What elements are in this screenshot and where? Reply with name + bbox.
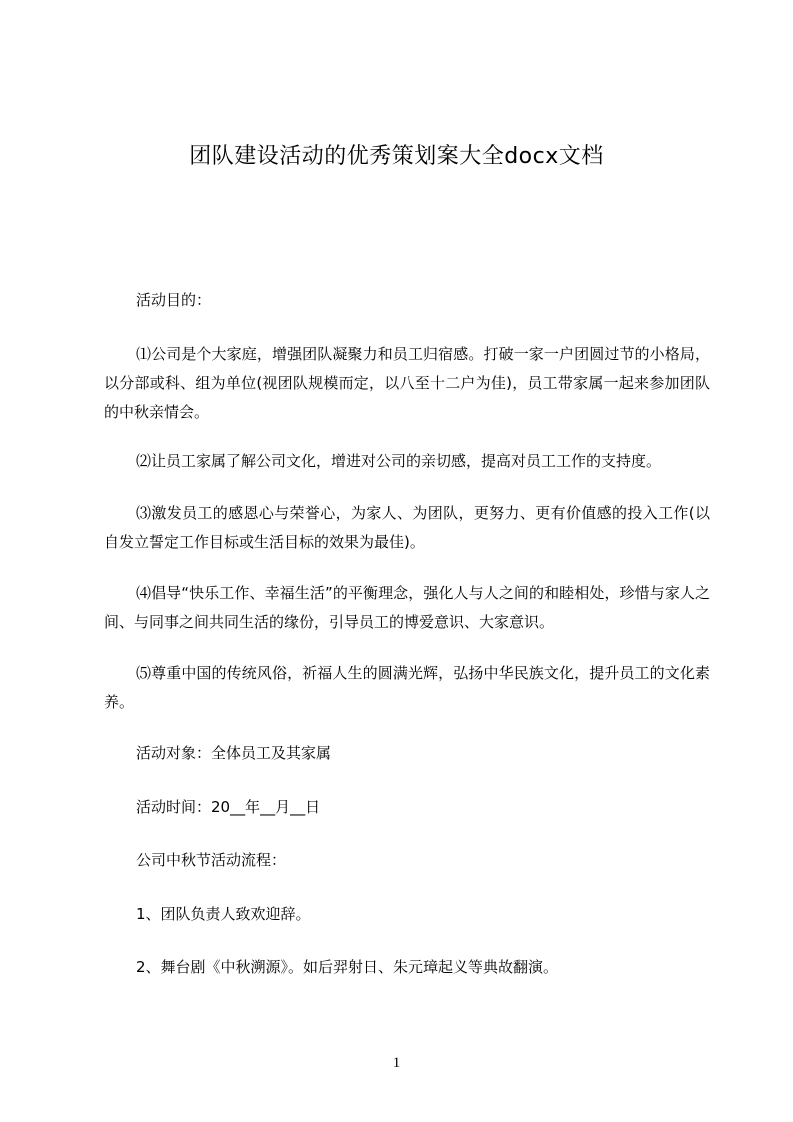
document-title: 团队建设活动的优秀策划案大全docx文档 <box>189 144 604 169</box>
paragraph-flow-step-2: 2、舞台剧《中秋溯源》。如后羿射日、朱元璋起义等典故翻演。 <box>136 958 559 976</box>
paragraph-flow-step-1: 1、团队负责人致欢迎辞。 <box>136 905 311 923</box>
paragraph-purpose-2: ⑵让员工家属了解公司文化，增进对公司的亲切感，提高对员工工作的支持度。 <box>136 452 662 470</box>
paragraph-audience: 活动对象：全体员工及其家属 <box>136 744 332 762</box>
paragraph-purpose-1: ⑴公司是个大家庭，增强团队凝聚力和员工归宿感。打破一家一户团圆过节的小格局，以分部或科、组为单位(视团队规模而定，以八至十二户为佳)，员工带家属一起来参加团队的中秋亲情会。 <box>104 345 710 421</box>
paragraph-flow-heading: 公司中秋节活动流程： <box>136 851 287 869</box>
paragraph-purpose-heading: 活动目的： <box>136 291 212 309</box>
paragraph-purpose-4: ⑷倡导“快乐工作、幸福生活”的平衡理念，强化人与人之间的和睦相处，珍惜与家人之间、与同事之间共同生活的缘份，引导员工的博爱意识、大家意识。 <box>104 584 710 631</box>
page-number: 1 <box>392 1055 401 1071</box>
paragraph-purpose-3: ⑶激发员工的感恩心与荣誉心，为家人、为团队，更努力、更有价值感的投入工作(以自发立誓定工作目标或生活目标的效果为最佳)。 <box>104 504 710 551</box>
paragraph-purpose-5: ⑸尊重中国的传统风俗，祈福人生的圆满光辉，弘扬中华民族文化，提升员工的文化素养。 <box>104 664 710 711</box>
paragraph-time: 活动时间：20__年__月__日 <box>136 798 321 816</box>
